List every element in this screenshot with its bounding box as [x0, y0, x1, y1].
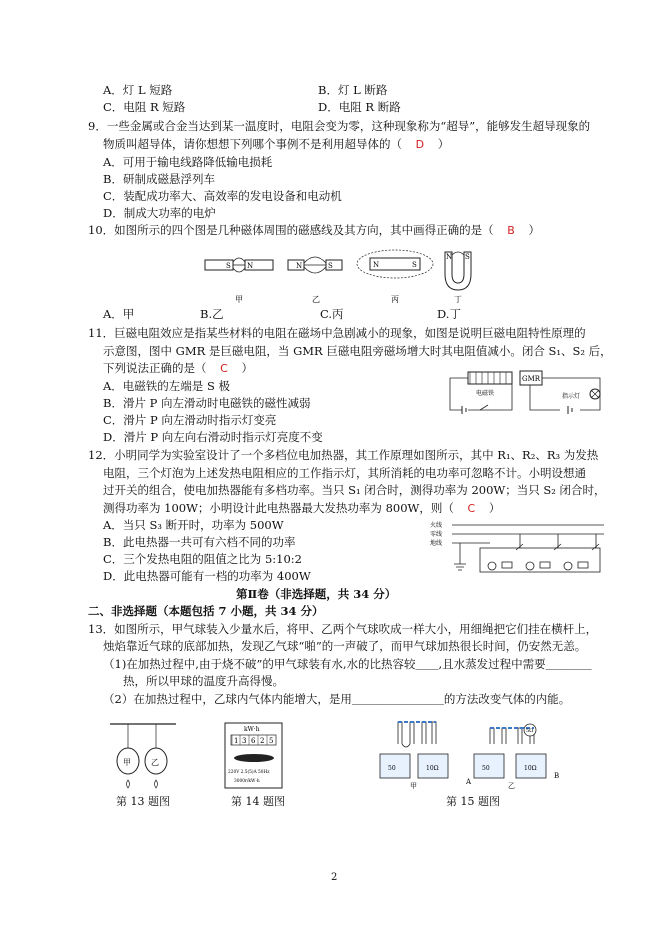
- q12-option-d: D．此电热器可能有一档的功率为 400W: [103, 569, 311, 583]
- svg-text:N: N: [446, 253, 453, 261]
- magnet-figure-ding: [445, 252, 471, 290]
- q12-option-c: C．三个发热电阻的阻值之比为 5:10:2: [103, 552, 302, 566]
- q11-stem-line2: 示意图，图中 GMR 是巨磁电阻，当 GMR 巨磁电阻旁磁场增大时其电阻值减小。闭合 S₁、S₂ 后，: [103, 344, 612, 358]
- q13-sub1-line2: 热，所以甲球的温度升高得慢。: [123, 674, 284, 688]
- q12-heater-circuit: [430, 518, 606, 580]
- q10-option-b: B.乙: [200, 307, 224, 321]
- svg-text:S: S: [465, 253, 470, 261]
- q10-magnet-figures: [200, 246, 490, 306]
- q13-stem-line2: 烛焰靠近气球的底部加热，发现乙气球“啪”的一声破了，而甲气球加热很长时间，仍安然无恙。: [103, 639, 587, 653]
- meter-unit: kW·h: [244, 726, 260, 733]
- svg-text:N: N: [296, 262, 303, 270]
- q12-stem-line2: 电阻，三个灯泡为上述发热电阻相应的工作指示灯，其所消耗的电功率可忽略不计。小明设想通: [103, 466, 586, 480]
- q8-option-a: A．灯 L 短路: [103, 83, 173, 97]
- fire-wire-label: 火线: [430, 522, 443, 529]
- q12-stem-line1: 12．小明同学为实验室设计了一个多档位电加热器，其工作原理如图所示，其中 R₁、R₂、R₃ 为发热: [88, 448, 599, 462]
- svg-text:S: S: [226, 262, 231, 270]
- part2-section-heading: 二、非选择题（本题包括 7 小题，共 34 分）: [88, 604, 324, 618]
- q9-stem-close: ）: [437, 137, 450, 151]
- lamp-label: 指示灯: [562, 393, 581, 400]
- q9-stem-line1: 9．一些金属或合金当达到某一温度时，电阻会变为零，这种现象称为“超导”，能够发生超导现象的: [88, 119, 591, 133]
- u-tube-label-jia: 甲: [410, 782, 417, 790]
- q11-option-d: D．滑片 P 向左向右滑动时指示灯亮度不变: [103, 430, 323, 444]
- q10-stem-close: ）: [528, 223, 540, 237]
- svg-text:S: S: [412, 261, 417, 269]
- fig13-caption: 第 13 题图: [116, 795, 170, 808]
- q9-stem-line2: [103, 136, 449, 152]
- u-tube-label-yi: 乙: [508, 782, 515, 790]
- meter-digit-2: 3: [242, 737, 247, 745]
- beaker-left-value: 50: [388, 765, 396, 772]
- q9-option-d: D．制成大功率的电炉: [103, 206, 216, 220]
- magnet-label-ding: 丁: [454, 295, 462, 304]
- beaker-right-value-2: 10Ω: [524, 765, 537, 772]
- magnet-figure-yi: [288, 257, 342, 273]
- q12-stem-text: 测得功率为 100W；小明设计此电热器最大发热功率为 800W，则（: [103, 501, 454, 515]
- svg-text:N: N: [373, 261, 380, 269]
- fig13-balloons: [108, 720, 178, 792]
- q11-option-b: B．滑片 P 向左滑动时电磁铁的磁性减弱: [103, 396, 311, 410]
- q9-option-b: B．研制成磁悬浮列车: [103, 172, 215, 186]
- terminal-a-label: A: [466, 778, 472, 786]
- balloon-jia-label: 甲: [123, 758, 131, 767]
- fig15-u-tube-apparatus: [370, 714, 580, 790]
- fig15-caption: 第 15 题图: [446, 795, 500, 808]
- q11-option-c: C．滑片 P 向左滑动时指示灯变亮: [103, 413, 277, 427]
- q8-option-b: B．灯 L 断路: [318, 83, 388, 97]
- meter-digit-5: 5: [269, 737, 274, 745]
- q12-answer: C: [467, 502, 476, 515]
- balloon-yi-label: 乙: [151, 758, 159, 767]
- q8-option-c: C．电阻 R 短路: [103, 100, 186, 114]
- electromagnet-label: 电磁铁: [476, 390, 495, 397]
- q12-stem-close: ）: [488, 501, 501, 515]
- q13-sub1-line1: （1)在加热过程中,由于烧不破”的甲气球装有水,水的比热容较＿＿,且水蒸发过程中需要＿＿＿＿: [103, 657, 592, 671]
- q9-stem-text: 物质叫超导体，请你想想下列哪个事例不是利用超导体的（: [103, 137, 402, 151]
- beaker-left-value-2: 10Ω: [426, 765, 439, 772]
- meter-spec: 220V 2.5(5)A 50Hz: [228, 770, 270, 775]
- small-resistor-value: 5Ω: [526, 728, 534, 734]
- svg-text:S: S: [328, 262, 333, 270]
- beaker-right-value: 50: [482, 765, 490, 772]
- gmr-label: GMR: [522, 375, 541, 383]
- q11-stem-line1: 11．巨磁电阻效应是指某些材料的电阻在磁场中急剧减小的现象，如图是说明巨磁电阻特性原理的: [88, 326, 586, 340]
- terminal-b-label: B: [554, 772, 560, 780]
- q10-answer: B: [507, 224, 515, 237]
- q11-gmr-circuit: [440, 368, 610, 420]
- fig14-electric-meter: [224, 722, 284, 790]
- magnet-label-bing: 丙: [391, 295, 399, 304]
- page-number: 2: [331, 872, 338, 883]
- q13-stem-line1: 13．如图所示，甲气球装入少量水后，将甲、乙两个气球吹成一样大小，用细绳把它们挂在横杆上，: [88, 622, 598, 636]
- q10-stem-text: 10．如图所示的四个图是几种磁体周围的磁感线及其方向，其中画得正确的是（: [88, 223, 494, 237]
- q11-stem-line3: [103, 360, 253, 376]
- meter-digit-1: 1: [234, 737, 239, 745]
- q11-stem-close: ）: [241, 361, 253, 375]
- fig14-caption: 第 14 题图: [231, 795, 285, 808]
- q11-answer: C: [220, 362, 228, 375]
- meter-digit-3: 6: [251, 737, 256, 745]
- q10-option-c: C.丙: [320, 307, 344, 321]
- q9-answer: D: [415, 138, 425, 151]
- meter-revolutions: 3000r/kW·h: [234, 779, 260, 784]
- q12-option-b: B．此电热器一共可有六档不同的功率: [103, 535, 296, 549]
- q8-option-d: D．电阻 R 断路: [318, 100, 401, 114]
- part2-title: 第Ⅱ卷（非选择题，共 34 分）: [236, 587, 397, 601]
- magnet-figure-jia: [205, 258, 273, 272]
- q13-sub2: （2）在加热过程中，乙球内气体内能增大，是用＿＿＿＿＿＿＿＿的方法改变气体的内能。: [103, 692, 571, 706]
- q12-stem-line4: [103, 500, 500, 516]
- svg-text:N: N: [247, 262, 254, 270]
- magnet-label-yi: 乙: [312, 295, 320, 304]
- q12-stem-line3: 过开关的组合，使电加热器能有多档功率。当只 S₁ 闭合时，测得功率为 200W；当只 S₂ 闭合时，: [103, 483, 606, 497]
- ground-wire-label: 地线: [430, 540, 443, 547]
- q9-option-c: C．装配成功率大、高效率的发电设备和电动机: [103, 189, 342, 203]
- q12-option-a: A．当只 S₃ 断开时，功率为 500W: [103, 518, 284, 532]
- magnet-label-jia: 甲: [235, 295, 243, 304]
- q10-stem: [88, 222, 540, 238]
- zero-wire-label: 零线: [430, 531, 443, 538]
- q11-stem-text: 下列说法正确的是（: [103, 361, 207, 375]
- q9-option-a: A．可用于输电线路降低输电损耗: [103, 155, 273, 169]
- q11-option-a: A．电磁铁的左端是 S 极: [103, 379, 230, 393]
- q10-option-a: A．甲: [103, 307, 135, 321]
- q10-option-d: D.丁: [437, 307, 461, 321]
- magnet-figure-bing: [357, 250, 433, 278]
- meter-digit-4: 2: [260, 737, 265, 745]
